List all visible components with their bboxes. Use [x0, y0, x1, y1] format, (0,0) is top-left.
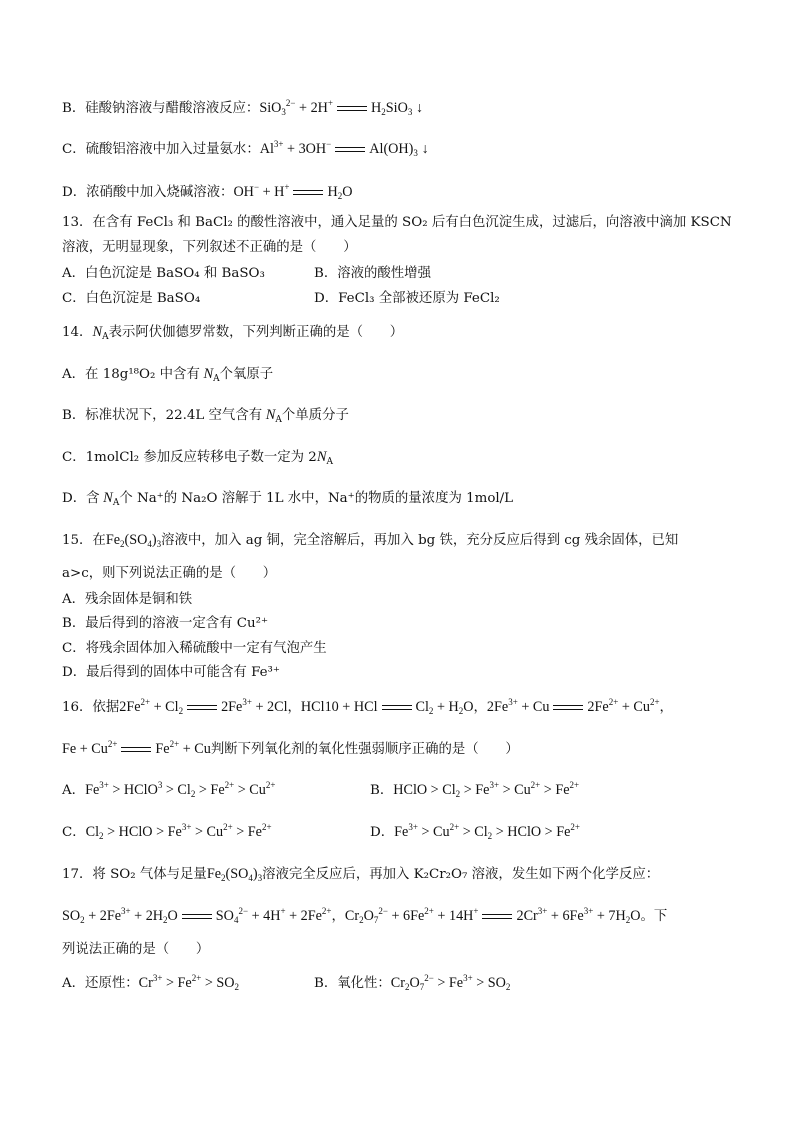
q17-stem-line2: $SO_2 + 2Fe^{3+} + 2H_2O$ $SO_4^{2-} + 4H^+ + 2Fe^{2+}$，$Cr_2O_7^{2-} + 6Fe^{2+} + 14H^+$ $2Cr^{3+} + 6Fe^{3+} + 7H_2O$。下: [62, 906, 668, 925]
option-label: B．: [370, 783, 394, 798]
q13-stem-line1: 13．在含有 FeCl₃ 和 BaCl₂ 的酸性溶液中，通入足量的 SO₂ 后有白色沉淀生成，过滤后，向溶液中滴加 KSCN: [62, 215, 732, 230]
option-text: B．标准状况下，22.4L 空气含有: [62, 408, 263, 423]
q14-number: 14．: [62, 325, 93, 340]
q17-stem-text: 溶液完全反应后，再加入 K₂Cr₂O₇ 溶液，发生如下两个化学反应：: [262, 867, 660, 882]
q13-stem-line2: 溶液，无明显现象，下列叙述不正确的是（ ）: [62, 240, 357, 255]
q17-option-b: B．氧化性：$Cr_2O_7^{2-} > Fe^{3+} > SO_2$: [314, 973, 511, 992]
q13-option-a: A．白色沉淀是 BaSO₄ 和 BaSO₃: [62, 266, 265, 281]
option-text: C．1molCl₂ 参加反应转移电子数一定为 2: [62, 450, 317, 465]
option-text: B．氧化性：: [314, 976, 391, 991]
q16-option-b: B．HClO > $Cl_2 > Fe^{3+} > Cu^{2+} > Fe^{2+}$: [370, 780, 580, 799]
q15-option-a: A．残余固体是铜和铁: [62, 592, 193, 607]
q16-option-a: A．$Fe^{3+}$ > HClO$^3$ > $Cl_2 > Fe^{2+} > Cu^{2+}$: [62, 780, 276, 799]
option-text: 个 Na⁺的 Na₂O 溶解于 1L 水中，Na⁺的物质的量浓度为 1mol/L: [119, 491, 514, 506]
option-text: B．硅酸钠溶液与醋酸溶液反应：: [62, 101, 260, 116]
q17-option-a: A．还原性：$Cr^{3+} > Fe^{2+} > SO_2$: [62, 973, 239, 992]
q16-option-d: D．$Fe^{3+} > Cu^{2+} > Cl_2$ > HClO > $Fe^{2+}$: [370, 822, 580, 841]
q12-option-d: D．浓硝酸中加入烧碱溶液：OH− + H+ $H_2O$: [62, 182, 353, 201]
option-text: A．还原性：: [62, 976, 139, 991]
q17-stem-line1: 17．将 SO₂ 气体与足量$Fe_2(SO_4)_3$溶液完全反应后，再加入 K₂Cr₂O₇ 溶液，发生如下两个化学反应：: [62, 866, 660, 883]
option-label: D．: [370, 825, 395, 840]
q16-number: 16．依据: [62, 700, 120, 715]
option-text: 个氧原子: [219, 367, 274, 382]
q16-stem-line1: 16．依据$2Fe^{2+} + Cl_2$ $2Fe^{3+} + 2Cl$，HCl10 + HCl $Cl_2 + H_2O$，$2Fe^{3+} + Cu$ $2Fe^{2+} + Cu^{2+}$，: [62, 697, 673, 716]
option-text: C．硫酸铝溶液中加入过量氨水：: [62, 142, 260, 157]
q14-option-b: B．标准状况下，22.4L 空气含有 $N_A$个单质分子: [62, 407, 349, 425]
q16-option-c: C．$Cl_2$ > HClO > $Fe^{3+} > Cu^{2+} > Fe^{2+}$: [62, 822, 272, 841]
q14-option-c: C．1molCl₂ 参加反应转移电子数一定为 $2N_A$: [62, 449, 333, 467]
q15-option-b: B．最后得到的溶液一定含有 Cu²⁺: [62, 616, 269, 631]
q12-option-c: C．硫酸铝溶液中加入过量氨水：$Al^{3+} + 3OH^-$ $Al(OH)_3$ ↓: [62, 139, 429, 158]
option-text: A．在 18g¹⁸O₂ 中含有: [62, 367, 200, 382]
q17-stem-text: 17．将 SO₂ 气体与足量: [62, 867, 207, 882]
option-text: D．浓硝酸中加入烧碱溶液：: [62, 185, 234, 200]
q13-option-c: C．白色沉淀是 BaSO₄: [62, 291, 201, 306]
q12-option-b: B．硅酸钠溶液与醋酸溶液反应：SiO$_3^{2-}$ + 2H+ $H_2SiO_3$ ↓: [62, 98, 423, 117]
option-label: A．: [62, 783, 86, 798]
q15-option-d: D．最后得到的固体中可能含有 Fe³⁺: [62, 665, 280, 680]
q16-stem-line2: $Fe + Cu^{2+}$ $Fe^{2+} + Cu$判断下列氧化剂的氧化性强弱顺序正确的是（ ）: [62, 739, 519, 757]
q14-option-d: D．含 $N_A$个 Na⁺的 Na₂O 溶解于 1L 水中，Na⁺的物质的量浓度为 1mol/L: [62, 490, 514, 508]
q15-stem-line1: 15．在$Fe_2(SO_4)_3$溶液中，加入 ag 铜，完全溶解后，再加入 bg 铁，充分反应后得到 cg 残余固体，已知: [62, 532, 679, 549]
q13-option-b: B．溶液的酸性增强: [314, 266, 431, 281]
q17-stem-line3: 列说法正确的是（ ）: [62, 942, 210, 957]
q15-stem-text: 溶液中，加入 ag 铜，完全溶解后，再加入 bg 铁，充分反应后得到 cg 残余固体，已知: [161, 533, 679, 548]
q13-option-d: D．FeCl₃ 全部被还原为 FeCl₂: [314, 291, 500, 306]
option-label: C．: [62, 825, 86, 840]
q15-option-c: C．将残余固体加入稀硫酸中一定有气泡产生: [62, 641, 327, 656]
q16-stem-text: 判断下列氧化剂的氧化性强弱顺序正确的是（ ）: [210, 742, 519, 757]
q14-option-a: A．在 18g¹⁸O₂ 中含有 $N_A$个氧原子: [62, 366, 274, 384]
q15-number: 15．在: [62, 533, 106, 548]
option-text: 个单质分子: [281, 408, 349, 423]
q14-stem: 14．$N_A$表示阿伏伽德罗常数，下列判断正确的是（ ）: [62, 324, 404, 342]
q17-stem-text: 。下: [640, 909, 668, 924]
q14-stem-text: 表示阿伏伽德罗常数，下列判断正确的是（ ）: [108, 325, 404, 340]
q15-stem-line2: a>c，则下列说法正确的是（ ）: [62, 566, 277, 581]
option-text: D．含: [62, 491, 100, 506]
